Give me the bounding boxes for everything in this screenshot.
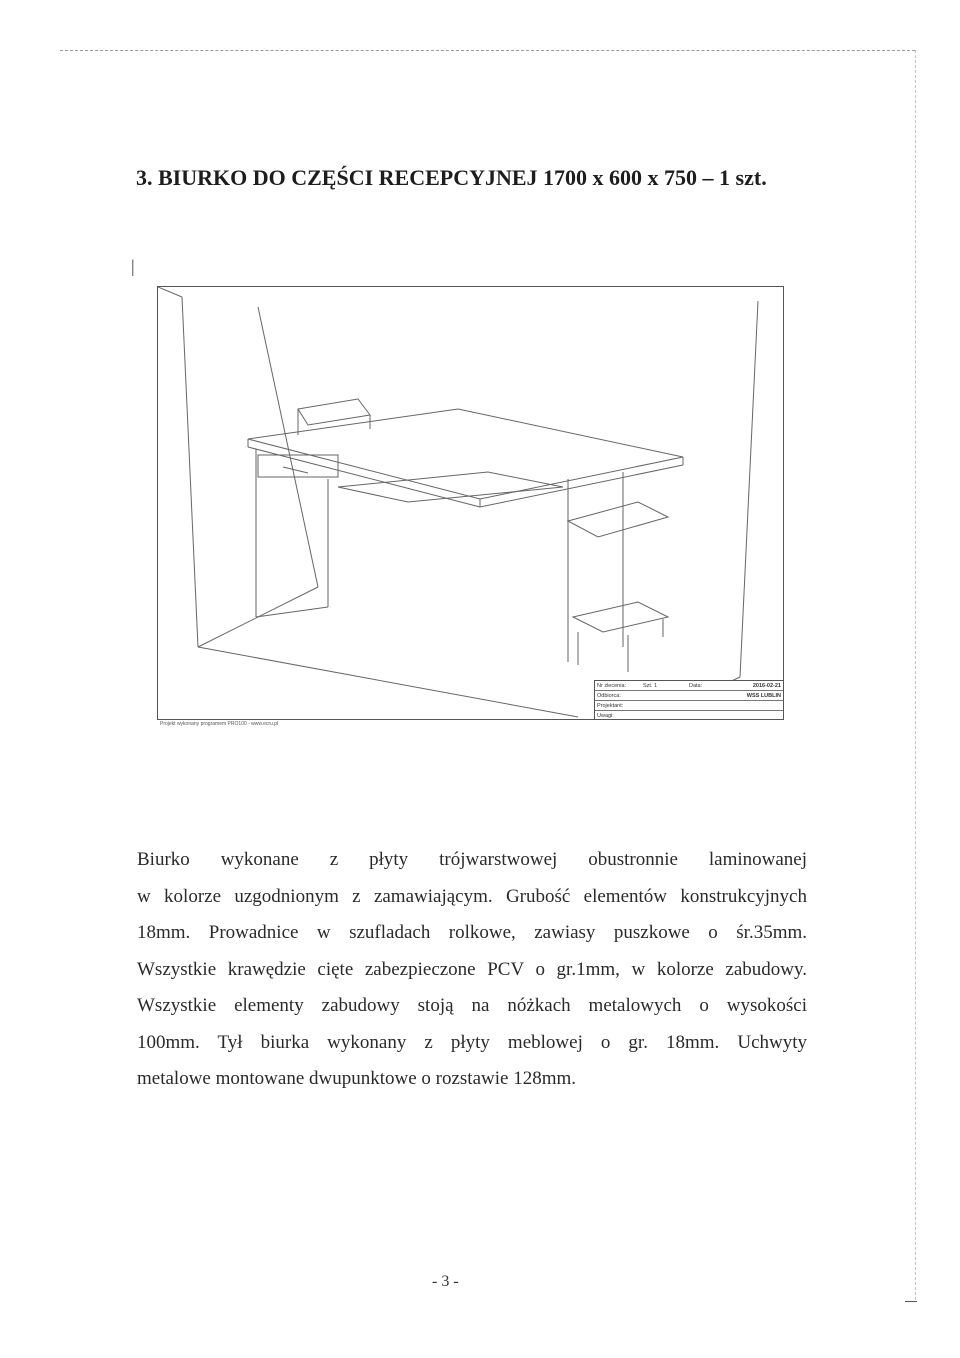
description-line: w kolorze uzgodnionym z zamawiającym. Grubość elementów konstrukcyjnych — [137, 885, 807, 907]
section-heading: 3. BIURKO DO CZĘŚCI RECEPCYJNEJ 1700 x 600 x 750 – 1 szt. — [136, 165, 767, 190]
page-top-border — [60, 50, 915, 51]
title-block-date: 2016-02-21 — [752, 682, 781, 689]
description-line: Biurko wykonane z płyty trójwarstwowej obustronnie laminowanej — [137, 849, 807, 870]
title-block-date-label: Data: — [689, 682, 703, 689]
drawing-credit: Projekt wykonany programem PRO100 - www.ecru.pl — [160, 721, 279, 727]
description-line: Wszystkie elementy zabudowy stoją na nóżkach metalowych o wysokości — [137, 995, 807, 1016]
cursor-mark: | — [131, 256, 135, 276]
desk-drawing — [157, 286, 784, 720]
title-block-quantity: Szt. 1 — [643, 682, 658, 689]
title-block-notes-label: Uwagi: — [597, 712, 614, 719]
title-block-client-label: Odbiorca: — [597, 692, 621, 699]
desk-3d-sketch — [158, 287, 783, 719]
description-line: 100mm. Tył biurka wykonany z płyty meblowej o gr. 18mm. Uchwyty — [137, 1031, 807, 1053]
description-line: Wszystkie krawędzie cięte zabezpieczone PCV o gr.1mm, w kolorze zabudowy. — [137, 958, 807, 980]
title-block-client: WSS LUBLIN — [746, 692, 781, 699]
page-right-border — [915, 50, 916, 1300]
description-paragraph — [137, 842, 807, 1098]
title-block-designer-label: Projektant: — [597, 702, 624, 709]
title-block-order-label: Nr zlecenia: — [597, 682, 627, 689]
description-line: 18mm. Prowadnice w szufladach rolkowe, zawiasy puszkowe o śr.35mm. — [137, 922, 807, 943]
drawing-title-block — [594, 680, 783, 719]
scan-mark — [905, 1301, 917, 1302]
description-line: metalowe montowane dwupunktowe o rozstawie 128mm. — [137, 1068, 577, 1089]
page-number: - 3 - — [432, 1273, 459, 1290]
